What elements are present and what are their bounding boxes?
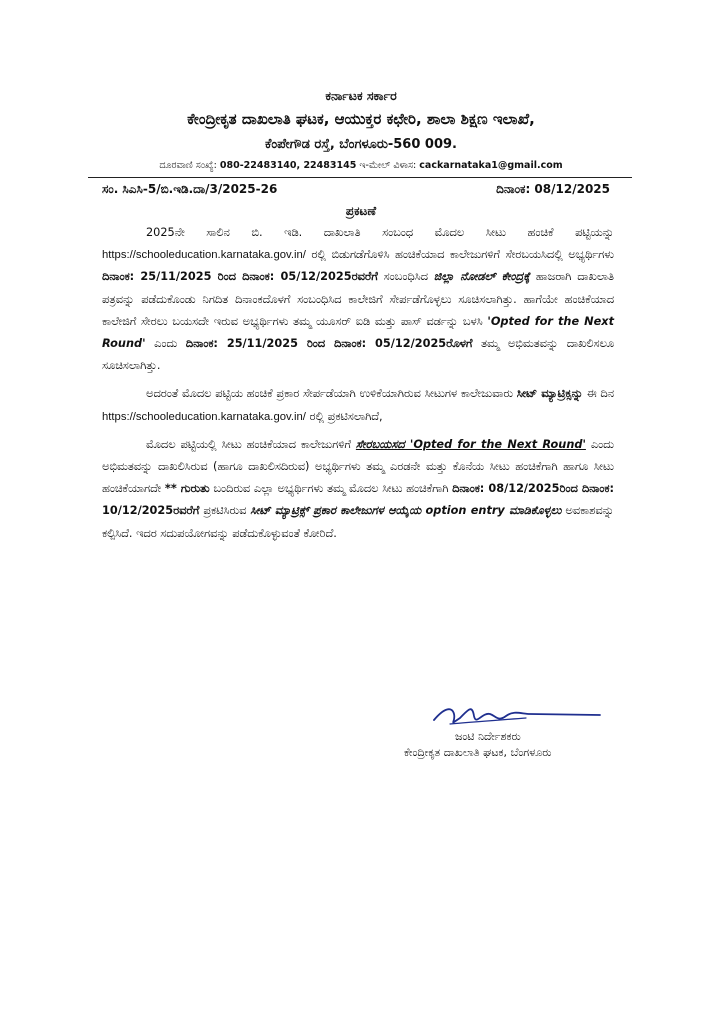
signature-mark [430,700,640,732]
text: ಪ್ರಕಟಿಸಿರುವ [203,504,247,518]
text: ರಲ್ಲಿ ಪ್ರಕಟಿಸಲಾಗಿದೆ, [309,409,383,423]
reference-row [102,182,610,197]
text: 2025ನೇ ಸಾಲಿನ ಬಿ. ಇಡಿ. ದಾಖಲಾತಿ ಸಂಬಂಧ ಮೊದಲ ಸೀಟು ಹಂಚಿಕೆ ಪಟ್ಟಿಯನ್ನು [146,226,614,239]
text: ಅದರಂತೆ ಮೊದಲ ಪಟ್ಟಿಯ ಹಂಚಿಕೆ ಪ್ರಕಾರ ಸೇರ್ಪಡೆಯಾಗಿ ಉಳಿಕೆಯಾಗಿರುವ ಸೀಟುಗಳ ಕಾಲೇಜುವಾರು [146,387,513,401]
text: ಈ ದಿನ [586,387,614,401]
date-range: ದಿನಾಂಕ: 08/12/2025ರಿಂದ ದಿನಾಂಕ: 10/12/2025ರವರೆಗೆ [102,482,615,518]
email-address: cackarnataka1@gmail.com [419,160,563,171]
government-heading: ಕರ್ನಾಟಕ ಸರ್ಕಾರ [325,88,397,103]
reference-date: ದಿನಾಂಕ: 08/12/2025 [496,182,610,196]
text: ತಮ್ಮ ಅಭಿಮತವನ್ನು ದಾಖಲಿಸಲೂ ಸೂಚಿಸಲಾಗಿತ್ತು. [102,337,615,373]
paragraph-3 [102,434,614,545]
date-range: ದಿನಾಂಕ: 25/11/2025 ರಿಂದ ದಿನಾಂಕ: 05/12/2025ರೊಳಗೆ [185,337,473,351]
phone-number: 080-22483140, 22483145 [219,160,357,171]
contact-line [0,160,722,171]
website-url: https://schooleducation.karnataka.gov.in/ [102,410,306,423]
notice-body [102,222,614,551]
opted-next-round: ಸೇರಬಯಸದ 'Opted for the Next Round' [355,437,586,451]
email-label: ಇ-ಮೇಲ್ ವಿಳಾಸ: [359,160,417,171]
header-divider [88,177,632,178]
text: ಅವಕಾಶವನ್ನು ಕಲ್ಪಿಸಿದೆ. ಇದರ ಸದುಪಯೋಗವನ್ನು ಪಡೆದುಕೊಳ್ಳುವಂತೆ ಕೋರಿದೆ. [102,504,614,540]
signatory-office: ಕೇಂದ್ರೀಕೃತ ದಾಖಲಾತಿ ಘಟಕ, ಬೆಂಗಳೂರು [404,746,552,759]
text: ಎಂದು [154,337,178,351]
website-url: https://schooleducation.karnataka.gov.in/ [102,249,306,262]
nodal-centre: ಜಿಲ್ಲಾ ನೋಡಲ್ ಕೇಂದ್ರಕ್ಕೆ [433,270,530,284]
office-address: ಕೆಂಪೇಗೌಡ ರಸ್ತೆ, ಬೆಂಗಳೂರು-560 009. [265,137,457,152]
text: ರಲ್ಲಿ ಬಿಡುಗಡೆಗೊಳಿಸಿ ಹಂಚಿಕೆಯಾದ ಕಾಲೇಜುಗಳಿಗೆ ಸೇರಬಯಸಿದಲ್ಲಿ ಅಭ್ಯರ್ಥಿಗಳು [311,248,614,262]
office-heading: ಕೇಂದ್ರೀಕೃತ ದಾಖಲಾತಿ ಘಟಕ, ಆಯುಕ್ತರ ಕಛೇರಿ, ಶಾಲಾ ಶಿಕ್ಷಣ ಇಲಾಖೆ, [187,110,535,128]
option-entry: ಸೀಟ್ ಮ್ಯಾಟ್ರಿಕ್ಸ್ ಪ್ರಕಾರ ಕಾಲೇಜುಗಳ ಆಯ್ಕೆಯ option entry ಮಾಡಿಕೊಳ್ಳಲು [250,504,562,518]
paragraph-1 [102,222,614,377]
signatory-title: ಜಂಟಿ ನಿರ್ದೇಶಕರು [455,730,521,743]
signature-scribble [430,700,630,732]
date-range: ದಿನಾಂಕ: 25/11/2025 ರಿಂದ ದಿನಾಂಕ: 05/12/2025ರವರೆಗೆ [102,270,378,284]
text: ಹಾಜರಾಗಿ ದಾಖಲಾತಿ ಪತ್ರವನ್ನು ಪಡೆದುಕೊಂಡು ನಿಗದಿತ ದಿನಾಂಕದೊಳಗೆ ಸಂಬಂಧಿಸಿದ ಕಾಲೇಜಿಗೆ ಸೇರ್ಪಡೆಗೊಳ್ಳಲು ಸೂಚಿಸಲಾಗಿತ್ತು. ಹಾಗೆಯೇ ಹಂಚಿಕೆಯಾದ ಕಾಲೇಜಿಗೆ ಸೇರಲು ಬಯಸದೇ ಇರುವ ಅಭ್ಯರ್ಥಿಗಳು ತಮ್ಮ ಯೂಸರ್ ಐಡಿ ಮತ್ತು ಪಾಸ್ ವರ್ಡನ್ನು ಬಳಸಿ [102,270,615,328]
opted-next-round: 'Opted for the Next Round' [102,314,614,351]
phone-label: ದೂರವಾಣಿ ಸಂಖ್ಯೆ: [159,160,217,171]
marked-note: ** ಗುರುತು [164,482,210,496]
text: ಸಂಬಂಧಿಸಿದ [383,270,428,284]
notice-title: ಪ್ರಕಟಣೆ [345,204,377,218]
seat-matrix: ಸೀಟ್ ಮ್ಯಾಟ್ರಿಕ್ಸನ್ನು [516,387,583,401]
text: ಬಂದಿರುವ ಎಲ್ಲಾ ಅಭ್ಯರ್ಥಿಗಳು ತಮ್ಮ ಮೊದಲ ಸೀಟು ಹಂಚಿಕೆಗಾಗಿ [213,482,449,496]
paragraph-2 [102,383,614,427]
reference-number: ಸಂ. ಸಿಎಸಿ-5/ಬಿ.ಇಡಿ.ದಾ/3/2025-26 [102,182,278,196]
text: ಮೊದಲ ಪಟ್ಟಿಯಲ್ಲಿ ಸೀಟು ಹಂಚಿಕೆಯಾದ ಕಾಲೇಜುಗಳಿಗೆ [146,437,351,451]
text: ಎಂದು ಅಭಿಮತವನ್ನು ದಾಖಲಿಸಿರುವ (ಹಾಗೂ ದಾಖಲಿಸದಿರುವ) ಅಭ್ಯರ್ಥಿಗಳು ತಮ್ಮ ಎರಡನೇ ಮತ್ತು ಕೊನೆಯ ಸೀಟು ಹಂಚಿಕೆಗಾಗಿ ಹಾಗೂ ಸೀಟು ಹಂಚಿಕೆಯಾಗದೇ [102,437,614,496]
